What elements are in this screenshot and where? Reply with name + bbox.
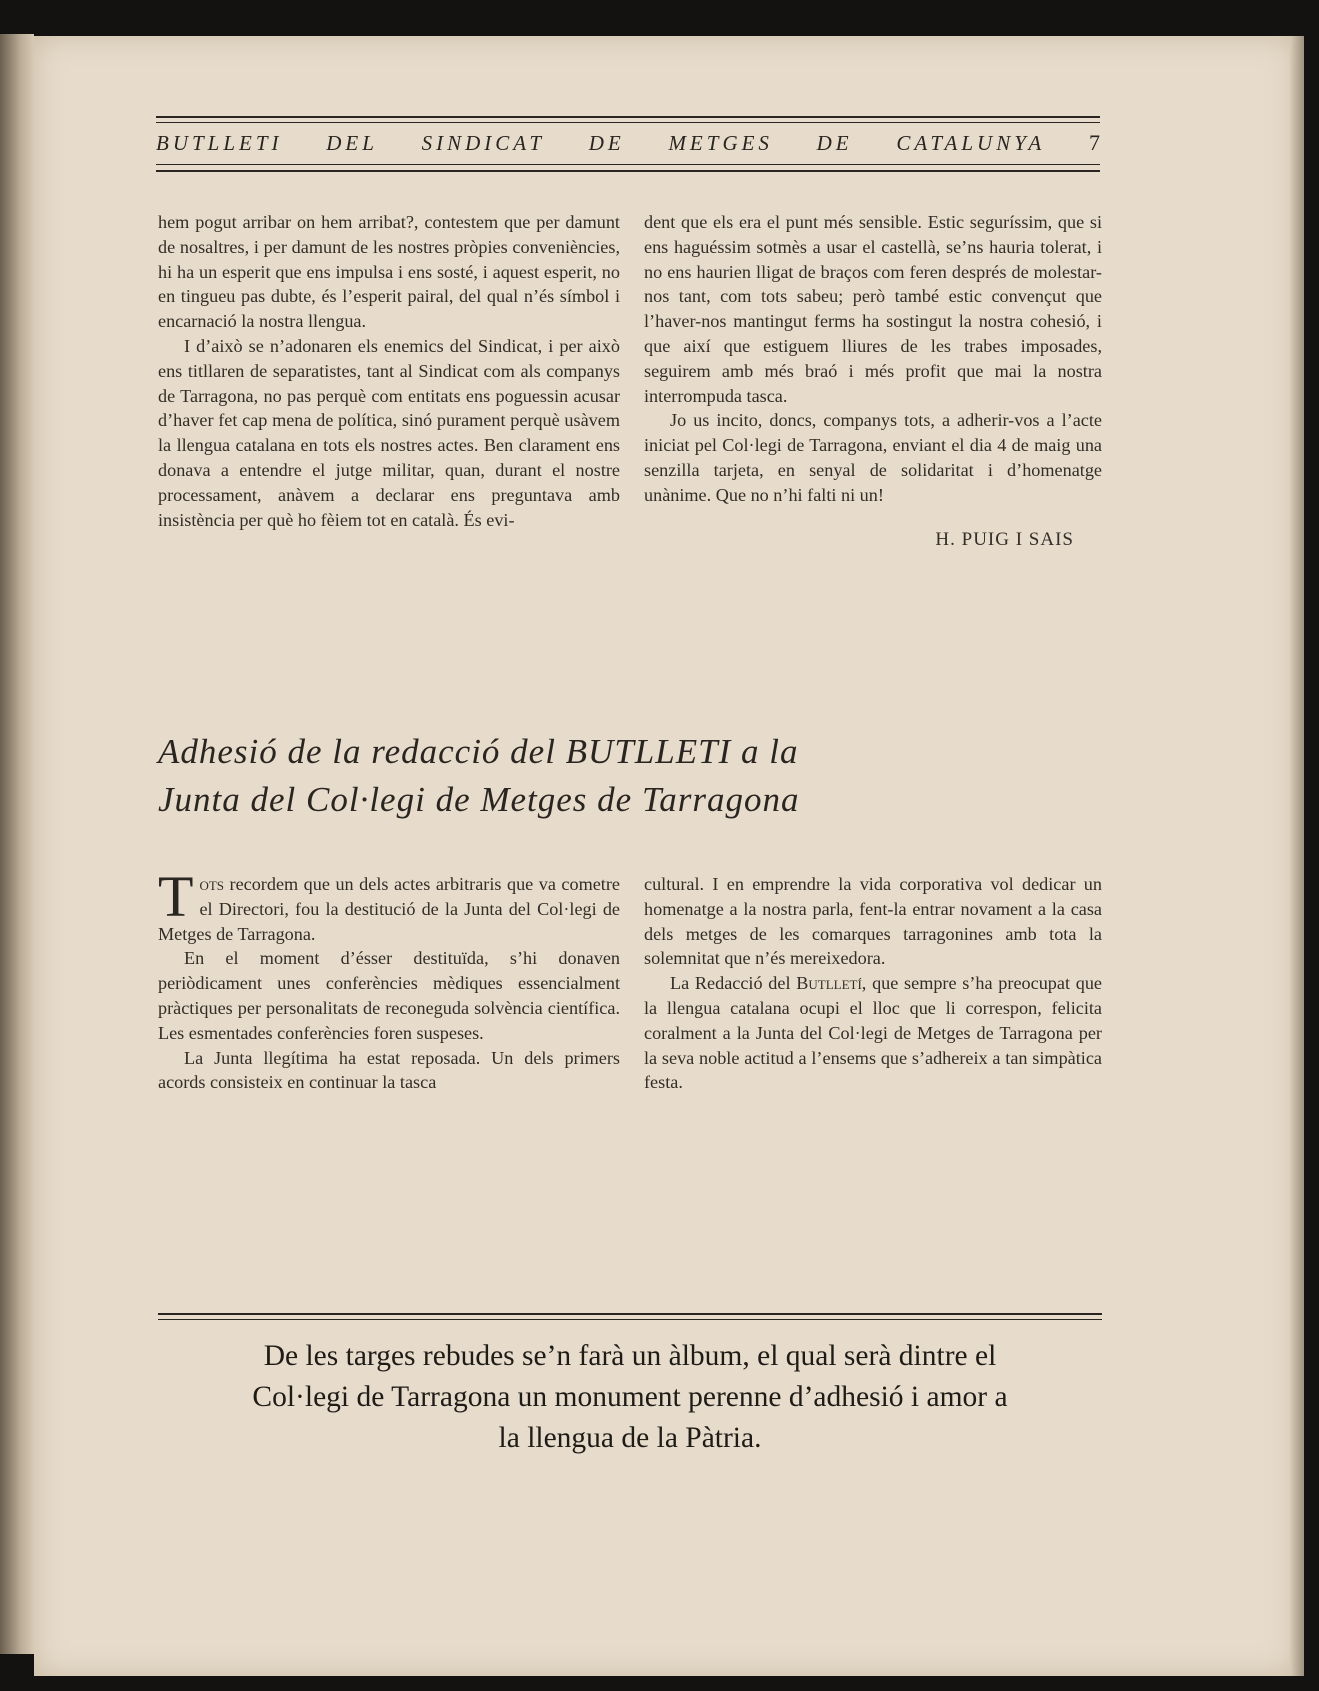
signature: H. PUIG I SAIS (935, 528, 1074, 550)
paragraph-text: , que sempre s’ha preocupat que la llengua catalana ocupi el lloc que li correspon, felicita coralment a la Junta del Col·legi de Metges de Tarragona per la seva noble actitud a l’ensems que s’adhereix a tan simpàtica festa. (644, 973, 1102, 1093)
footer-line: Col·legi de Tarragona un monument perenne d’adhesió i amor a (252, 1381, 1008, 1413)
header-rule-top (156, 116, 1100, 118)
paragraph: La Junta llegítima ha estat reposada. Un dels primers acords consisteix en continuar la tasca (158, 1047, 620, 1093)
running-header (156, 116, 1100, 176)
header-title (156, 130, 1100, 156)
footer-note (148, 1336, 1112, 1459)
header-rule-bottom (156, 170, 1100, 172)
paragraph (644, 971, 1102, 1095)
page-number: 7 (1088, 130, 1100, 155)
page-edge (1290, 36, 1304, 1676)
paragraph-text: recordem que un dels actes arbitraris que va cometre el Directori, fou la destitució de la Junta del Col·legi de Metges de Tarragona. (158, 874, 620, 944)
header-rule-top-thin (156, 122, 1100, 123)
paragraph: cultural. I en emprendre la vida corporativa vol dedicar un homenatge a la nostra parla, fent-la entrar novament a la casa dels metges de les comarques tarragonines amb tota la solemnitat que n’és mereixedora. (644, 874, 1102, 969)
footer-line: De les targes rebudes se’n farà un àlbum, el qual serà dintre el (263, 1340, 997, 1372)
footer-line: la llengua de la Pàtria. (498, 1422, 762, 1454)
butlleti-smallcaps: Butlletí (796, 973, 862, 994)
article-right-column (644, 872, 1102, 1095)
header-word: DEL (326, 131, 378, 155)
footer-rule (158, 1313, 1102, 1315)
article-title-line: Adhesió de la redacció del BUTLLETI a la (158, 732, 799, 771)
letter-left-column (158, 210, 620, 532)
book-spine (0, 34, 34, 1654)
footer-rule-thin (158, 1319, 1102, 1320)
header-word: DE (588, 131, 625, 155)
paragraph: En el moment d’ésser destituïda, s’hi donaven periòdicament unes conferències mèdiques essencialment pràctiques per personalitats de reconeguda solvència científica. Les esmentades conferències foren suspeses. (158, 948, 620, 1043)
header-rule-bottom-thin (156, 164, 1100, 165)
paragraph (158, 864, 620, 946)
paragraph: dent que els era el punt més sensible. Estic seguríssim, que si ens haguéssim sotmès a usar el castellà, se’ns hauria tolerat, i no ens haurien lligat de braços com feren després de molestar-nos tant, com tots sabeu; però també estic convençut que l’haver-nos mantingut ferms ha sostingut la nostra cohesió, i que així que estiguem lliures de les trabes imposades, seguirem amb més braó i més profit que mai la nostra interrompuda tasca. (644, 212, 1102, 406)
first-word-smallcaps: ots (199, 874, 224, 894)
paragraph: I d’això se n’adonaren els enemics del Sindicat, i per això ens titllaren de separatistes, tant al Sindicat com als companys de Tarragona, no pas perquè com entitats ens poguessin acusar d’haver fet cap mena de política, sinó purament perquè usàvem la llengua catalana en tots els nostres actes. Ben clarament ens donava a entendre el jutge militar, quan, durant el nostre processament, anàvem a declarar ens preguntava amb insistència per què ho fèiem tot en català. És evi- (158, 335, 620, 530)
paragraph: Jo us incito, doncs, companys tots, a adherir-vos a l’acte iniciat pel Col·legi de Tarragona, enviant el dia 4 de maig una senzilla tarjeta, en senyal de solidaritat i d’homenatge unànime. Que no n’hi falti ni un! (644, 410, 1102, 505)
paragraph-text: La Redacció del (670, 973, 797, 994)
letter-right-column (644, 210, 1102, 552)
header-word: BUTLLETI (156, 131, 283, 155)
paragraph: hem pogut arribar on hem arribat?, contestem que per damunt de nosaltres, i per damunt de les nostres pròpies conveniències, hi ha un esperit que ens impulsa i ens sosté, i aquest esperit, no en tingueu pas dubte, és l’esperit pairal, del qual n’és símbol i encarnació la nostra llengua. (158, 212, 620, 332)
drop-cap: T (158, 864, 194, 929)
header-word: SINDICAT (421, 131, 546, 155)
article-left-column (158, 864, 620, 1095)
header-word: DE (816, 131, 853, 155)
footer-rules (158, 1313, 1102, 1325)
article-title (158, 728, 1138, 824)
header-word: METGES (668, 131, 773, 155)
article-title-line: Junta del Col·legi de Metges de Tarragona (158, 780, 800, 819)
header-word: CATALUNYA (896, 131, 1046, 155)
